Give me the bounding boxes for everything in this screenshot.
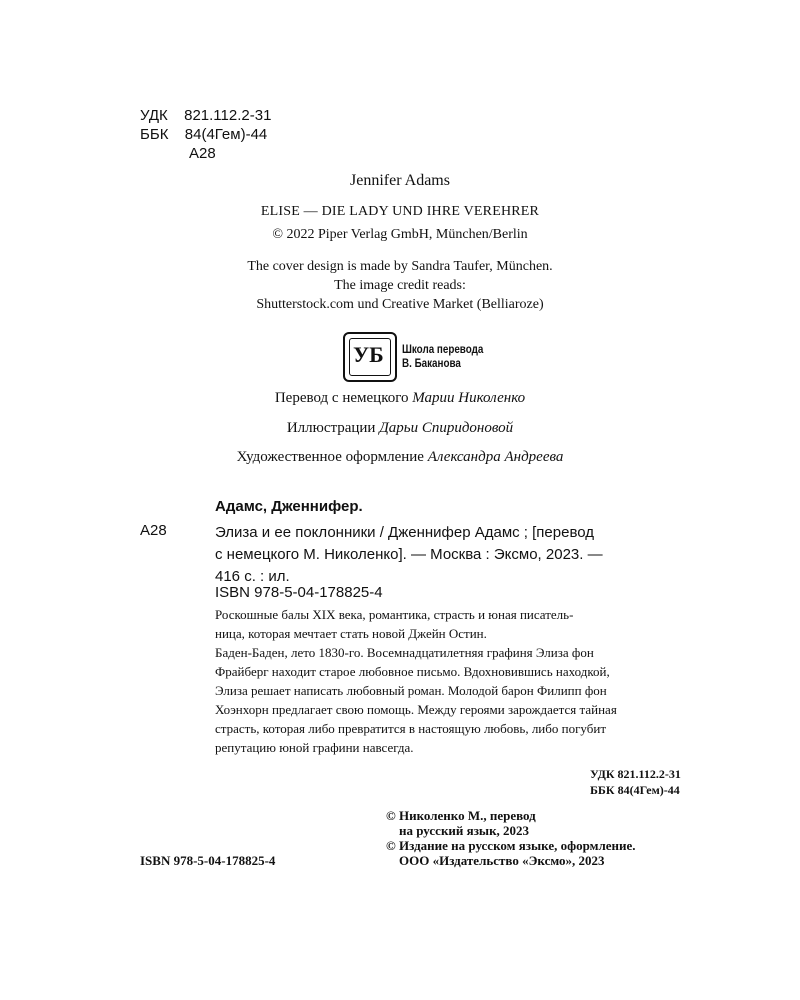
annotation-line: Фрайберг находит старое любовное письмо. Вдохновившись находкой,: [215, 664, 610, 679]
udk-line: [140, 106, 271, 125]
annotation-line: Хоэнхорн предлагает свою помощь. Между героями зарождается тайная: [215, 702, 617, 717]
designer-role: Художественное оформление: [236, 449, 424, 465]
original-author: Jennifer Adams: [350, 172, 450, 189]
bottom-copyright: [386, 808, 636, 868]
illustrator-name: Дарьи Спиридоновой: [379, 420, 514, 436]
udk-value: 821.112.2-31: [184, 107, 272, 124]
translation-school-logo: [343, 332, 397, 382]
translator-credit: [0, 390, 800, 407]
image-credit-label: The image credit reads:: [334, 278, 466, 293]
annotation: [215, 605, 617, 757]
logo-line-1: Школа перевода: [402, 342, 484, 356]
illustrator-credit: [0, 420, 800, 437]
original-title: ELISE — DIE LADY UND IHRE VEREHRER: [260, 204, 540, 219]
annotation-line: репутацию юной графини навсегда.: [215, 740, 414, 755]
catalog-description-line: с немецкого М. Николенко]. — Москва : Эксмо, 2023. —: [215, 546, 603, 563]
original-copyright: © 2022 Piper Verlag GmbH, München/Berlin: [272, 227, 528, 242]
catalog-description-line: Элиза и ее поклонники / Дженнифер Адамс ; [перевод: [215, 524, 595, 541]
footer-bbk: ББК 84(4Гем)-44: [590, 783, 680, 797]
footer-codes: [590, 766, 681, 798]
bottom-isbn: ISBN 978-5-04-178825-4: [140, 853, 276, 868]
footer-udk: УДК 821.112.2-31: [590, 767, 681, 781]
annotation-line: ница, которая мечтает стать новой Джейн Остин.: [215, 626, 487, 641]
designer-name: Александра Андреева: [427, 449, 564, 465]
annotation-line: Роскошные балы XIX века, романтика, страсть и юная писатель-: [215, 607, 574, 622]
translator-name: Марии Николенко: [412, 390, 526, 406]
image-credit-source: Shutterstock.com und Creative Market (Belliaroze): [256, 297, 544, 312]
illustrator-role: Иллюстрации: [286, 420, 376, 436]
copyright-line: ООО «Издательство «Эксмо», 2023: [399, 853, 605, 868]
copyright-line: © Николенко М., перевод: [386, 808, 536, 823]
translator-role: Перевод с немецкого: [274, 390, 409, 406]
logo-line-2: В. Баканова: [402, 356, 461, 370]
logo-monogram: УБ: [353, 342, 384, 367]
catalog-isbn: ISBN 978-5-04-178825-4: [215, 584, 383, 601]
logo-text: [402, 342, 483, 370]
udk-label: УДК: [140, 107, 168, 124]
designer-credit: [0, 449, 800, 466]
annotation-line: страсть, которая либо превратится в настоящую любовь, либо погубит: [215, 721, 606, 736]
copyright-line: на русский язык, 2023: [399, 823, 530, 838]
bbk-label: ББК: [140, 126, 169, 143]
copyright-line: © Издание на русском языке, оформление.: [386, 838, 636, 853]
author-mark: А28: [189, 145, 216, 162]
catalog-mark: А28: [140, 522, 167, 539]
cover-credit: The cover design is made by Sandra Taufer, München.: [247, 259, 553, 274]
annotation-line: Элиза решает написать любовный роман. Молодой барон Филипп фон: [215, 683, 607, 698]
catalog-description-line: 416 с. : ил.: [215, 568, 290, 585]
catalog-description: [215, 522, 603, 588]
annotation-line: Баден-Баден, лето 1830-го. Восемнадцатилетняя графиня Элиза фон: [215, 645, 594, 660]
catalog-heading: Адамс, Дженнифер.: [215, 498, 363, 515]
bbk-value: 84(4Гем)-44: [184, 126, 268, 143]
bbk-line: [140, 125, 267, 144]
